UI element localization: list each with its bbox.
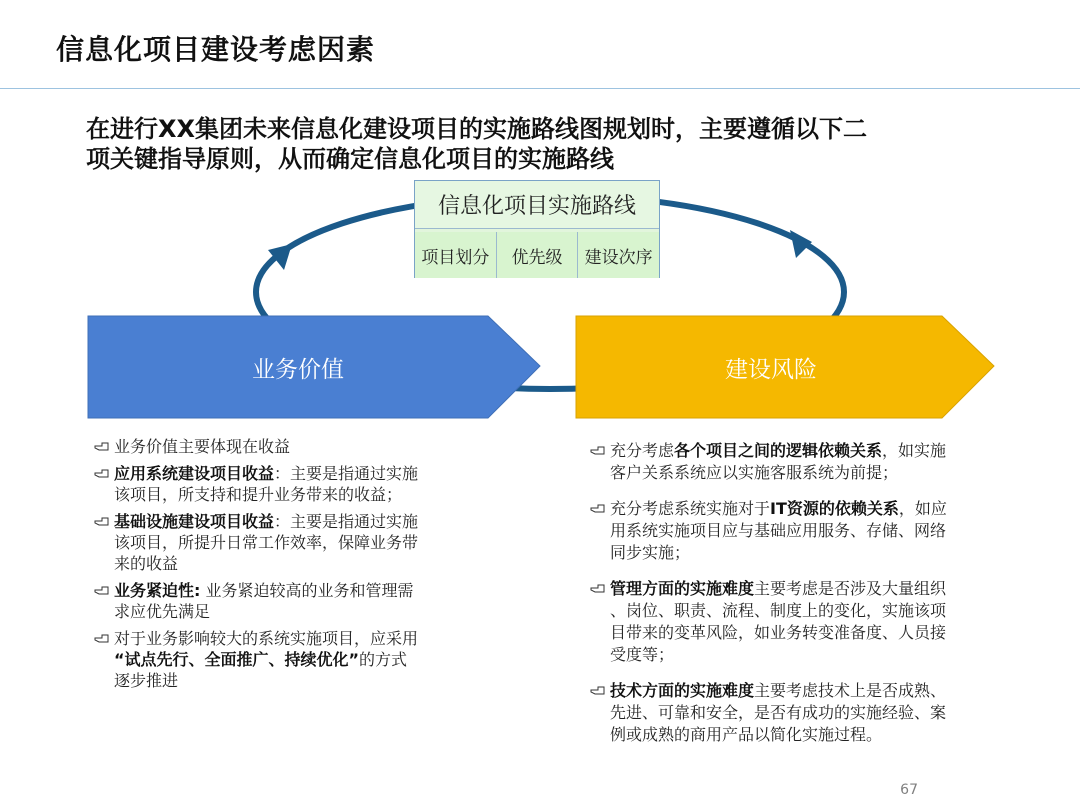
list-item [94, 511, 484, 574]
route-cell-division: 项目划分 [415, 232, 497, 278]
item-cont: 先进、可靠和安全，是否有成功的实施经验、案 [610, 703, 947, 722]
item-text: 的方式 [359, 650, 408, 669]
item-bold: 技术方面的实施难度 [610, 681, 755, 700]
item-text: ：主要是指通过实施 [274, 512, 419, 531]
list-item [590, 578, 1010, 666]
pointing-hand-icon [94, 513, 110, 529]
item-cont: 该项目，所支持和提升业务带来的收益； [114, 485, 403, 504]
item-bold: 应用系统建设项目收益 [114, 464, 275, 483]
construction-risk-list [590, 440, 1010, 760]
item-text: 充分考虑系统实施对于 [610, 499, 771, 518]
item-text: ，如应 [898, 499, 947, 518]
pointing-hand-icon [590, 682, 606, 698]
list-item [590, 498, 1010, 564]
business-value-list [94, 436, 484, 697]
item-cont: 目带来的变革风险，如业务转变准备度、人员接 [610, 623, 947, 642]
item-text: 充分考虑 [610, 441, 675, 460]
route-cells [415, 232, 659, 278]
route-cell-priority: 优先级 [497, 232, 579, 278]
item-cont: 来的收益 [114, 554, 179, 573]
item-cont: 客户关系系统应以实施客服系统为前提； [610, 463, 899, 482]
cycle-arrowhead-right [790, 230, 812, 258]
item-cont: 该项目，所提升日常工作效率，保障业务带 [114, 533, 419, 552]
item-quote: “试点先行、全面推广、持续优化” [114, 650, 360, 669]
item-text: 主要考虑技术上是否成熟、 [754, 681, 947, 700]
item-cont: 同步实施； [610, 543, 691, 562]
pointing-hand-icon [94, 465, 110, 481]
item-cont: 、岗位、职责、流程、制度上的变化，实施该项 [610, 601, 947, 620]
pointing-hand-icon [590, 580, 606, 596]
route-cell-order: 建设次序 [578, 232, 659, 278]
list-item [94, 463, 484, 505]
item-text: 业务价值主要体现在收益 [114, 437, 291, 456]
item-bold: IT资源的依赖关系 [770, 499, 899, 518]
list-item [94, 580, 484, 622]
pointing-hand-icon [94, 630, 110, 646]
item-cont: 用系统实施项目应与基础应用服务、存储、网络 [610, 521, 947, 540]
item-bold: 各个项目之间的逻辑依赖关系 [674, 441, 883, 460]
list-item [94, 628, 484, 691]
item-cont: 例或成熟的商用产品以简化实施过程。 [610, 725, 883, 744]
item-text: 业务紧迫较高的业务和管理需 [200, 581, 414, 600]
pointing-hand-icon [94, 582, 110, 598]
business-value-label: 业务价值 [252, 356, 344, 383]
item-cont: 求应优先满足 [114, 602, 211, 621]
pointing-hand-icon [590, 500, 606, 516]
route-title: 信息化项目实施路线 [415, 181, 659, 229]
item-text: ，如实施 [882, 441, 947, 460]
item-text: 对于业务影响较大的系统实施项目，应采用 [114, 629, 419, 648]
construction-risk-label: 建设风险 [725, 356, 817, 383]
page-number: 67 [900, 782, 918, 798]
intro-line-1: 在进行XX集团未来信息化建设项目的实施路线图规划时，主要遵循以下二 [86, 115, 868, 143]
pointing-hand-icon [590, 442, 606, 458]
item-text: ：主要是指通过实施 [274, 464, 419, 483]
intro-line-2: 项关键指导原则，从而确定信息化项目的实施路线 [86, 145, 614, 173]
slide-title: 信息化项目建设考虑因素 [56, 33, 376, 66]
item-bold: 基础设施建设项目收益 [114, 512, 275, 531]
list-item [590, 680, 1010, 746]
route-box [414, 180, 660, 278]
pointing-hand-icon [94, 438, 110, 454]
item-text: 主要考虑是否涉及大量组织 [754, 579, 947, 598]
item-cont: 逐步推进 [114, 671, 179, 690]
list-item [590, 440, 1010, 484]
item-bold: 业务紧迫性: [114, 581, 201, 600]
item-cont: 受度等； [610, 645, 675, 664]
item-bold: 管理方面的实施难度 [610, 579, 755, 598]
list-item [94, 436, 484, 457]
